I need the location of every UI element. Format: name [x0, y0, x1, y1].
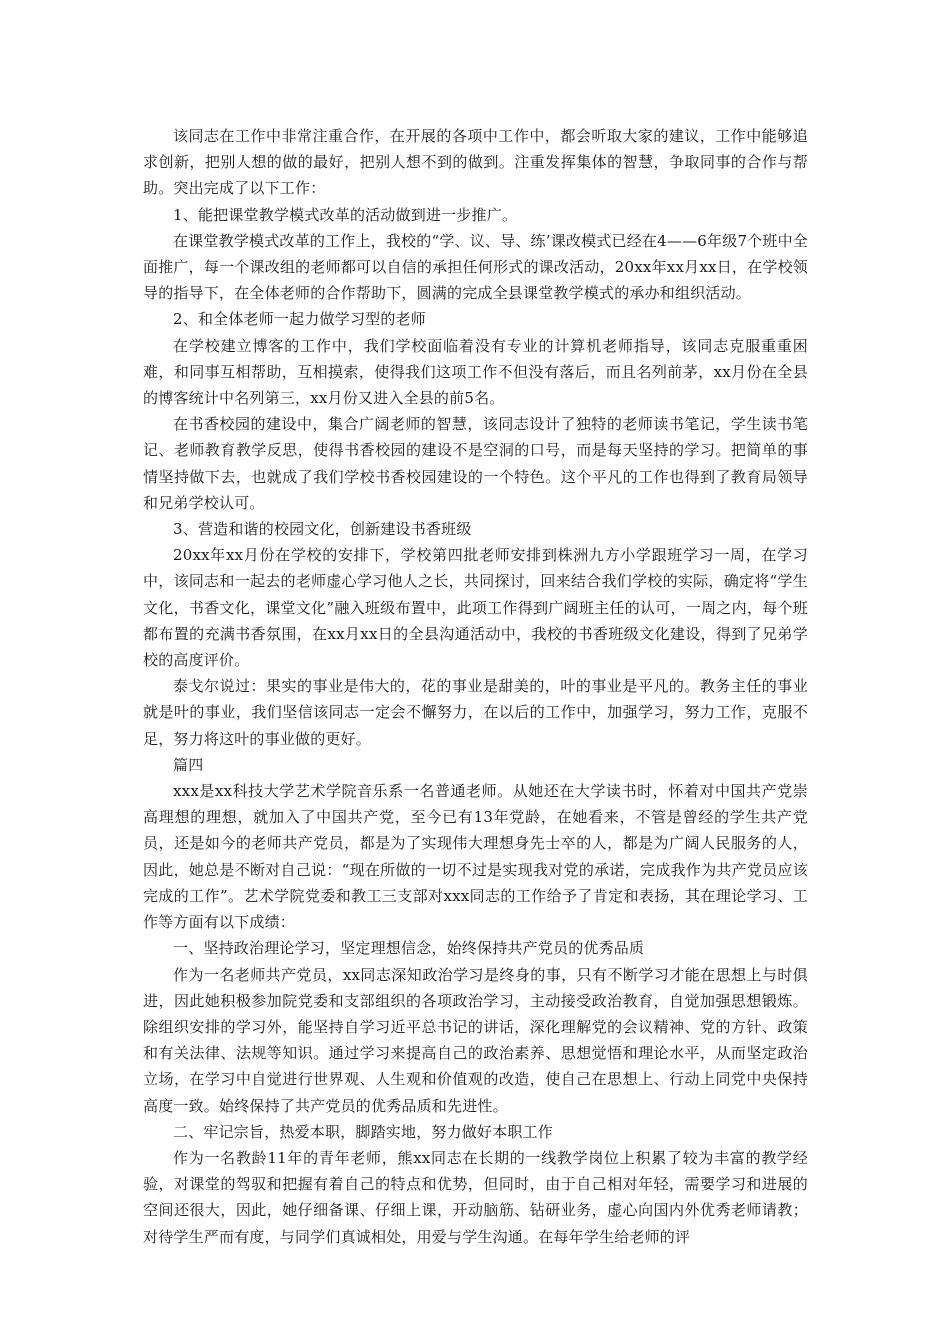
- paragraph: 在课堂教学模式改革的工作上，我校的“学、议、导、练’课改模式已经在4——6年级7个班中全面推广，每一个课改组的老师都可以自信的承担任何形式的课改活动，20xx年xx月xx日，在学校领导的指导下，在全体老师的合作帮助下，圆满的完成全县课堂教学模式的承办和组织活动。: [143, 231, 808, 303]
- paragraph: 20xx年xx月份在学校的安排下，学校第四批老师安排到株洲九方小学跟班学习一周，在学习中，该同志和一起去的老师虚心学习他人之长，共同探讨，回来结合我们学校的实际，确定将“学生文化，书香文化，课堂文化”融入班级布置中，此项工作得到广阔班主任的认可，一周之内，每个班都布置的充满书香氛围，在xx月xx日的全县沟通活动中，我校的书香班级文化建设，得到了兄弟学校的高度评价。: [143, 546, 808, 670]
- paragraph: 泰戈尔说过：果实的事业是伟大的，花的事业是甜美的，叶的事业是平凡的。教务主任的事业就是叶的事业，我们坚信该同志一定会不懈努力，在以后的工作中，加强学习，努力工作，克服不足，努力将这叶的事业做的更好。: [143, 677, 808, 748]
- chapter-title: 篇四: [173, 755, 204, 774]
- paragraph: 在书香校园的建设中，集合广阔老师的智慧，该同志设计了独特的老师读书笔记，学生读书笔记、老师教育教学反思，使得书香校园的建设不是空洞的口号，而是每天坚持的学习。把简单的事情坚持做下去，也就成了我们学校书香校园建设的一个特色。这个平凡的工作也得到了教育局领导和兄弟学校认可。: [143, 415, 808, 512]
- section-heading: 3、营造和谐的校园文化，创新建设书香班级: [173, 520, 472, 539]
- paragraph: 在学校建立博客的工作中，我们学校面临着没有专业的计算机老师指导，该同志克服重重困难，和同事互相帮助，互相摸索，使得我们这项工作不但没有落后，而且名列前茅，xx月份在全县的博客统计中名列第三，xx月份又进入全县的前5名。: [143, 336, 808, 408]
- section-heading: 二、牢记宗旨，热爱本职，脚踏实地，努力做好本职工作: [173, 1122, 554, 1141]
- document-body: [143, 123, 808, 1250]
- section-heading: 2、和全体老师一起力做学习型的老师: [173, 310, 426, 329]
- section-heading: 一、坚持政治理论学习，坚定理想信念，始终保持共产党员的优秀品质: [173, 939, 645, 958]
- paragraph: 该同志在工作中非常注重合作，在开展的各项中工作中，都会听取大家的建议，工作中能够追求创新，把别人想的做的最好，把别人想不到的做到。注重发挥集体的智慧，争取同事的合作与帮助。突出完成了以下工作：: [143, 127, 808, 198]
- section-heading: 1、能把课堂教学模式改革的活动做到进一步推广。: [173, 205, 518, 224]
- paragraph: 作为一名老师共产党员，xx同志深知政治学习是终身的事，只有不断学习才能在思想上与时俱进，因此她积极参加院党委和支部组织的各项政治学习，主动接受政治教育，自觉加强思想锻炼。除组织安排的学习外，能坚持自学习近平总书记的讲话，深化理解党的会议精神、党的方针、政策和有关法律、法规等知识。通过学习来提高自己的政治素养、思想觉悟和理论水平，从而坚定政治立场，在学习中自觉进行世界观、人生观和价值观的改造，使自己在思想上、行动上同党中央保持高度一致。始终保持了共产党员的优秀品质和先进性。: [143, 965, 808, 1115]
- paragraph: xxx是xx科技大学艺术学院音乐系一名普通老师。从她还在大学读书时，怀着对中国共产党崇高理想的理想，就加入了中国共产党，至今已有13年党龄，在她看来，不管是曾经的学生共产党员，还是如今的老师共产党员，都是为了实现伟大理想身先士卒的人，都是为广阔人民服务的人，因此，她总是不断对自己说：“现在所做的一切不过是实现我对党的承诺，完成我作为共产党员应该完成的工作”。艺术学院党委和教工三支部对xxx同志的工作给予了肯定和表扬，其在理论学习、工作等方面有以下成绩：: [143, 782, 808, 932]
- paragraph: 作为一名教龄11年的青年老师，熊xx同志在长期的一线教学岗位上积累了较为丰富的教学经验，对课堂的驾驭和把握有着自己的特点和优势，但同时，由于自己相对年轻，需要学习和进展的空间还很大，因此，她仔细备课、仔细上课，开动脑筋、钻研业务，虚心向国内外优秀老师请教；对待学生严而有度，与同学们真诚相处，用爱与学生沟通。在每年学生给老师的评: [143, 1148, 808, 1246]
